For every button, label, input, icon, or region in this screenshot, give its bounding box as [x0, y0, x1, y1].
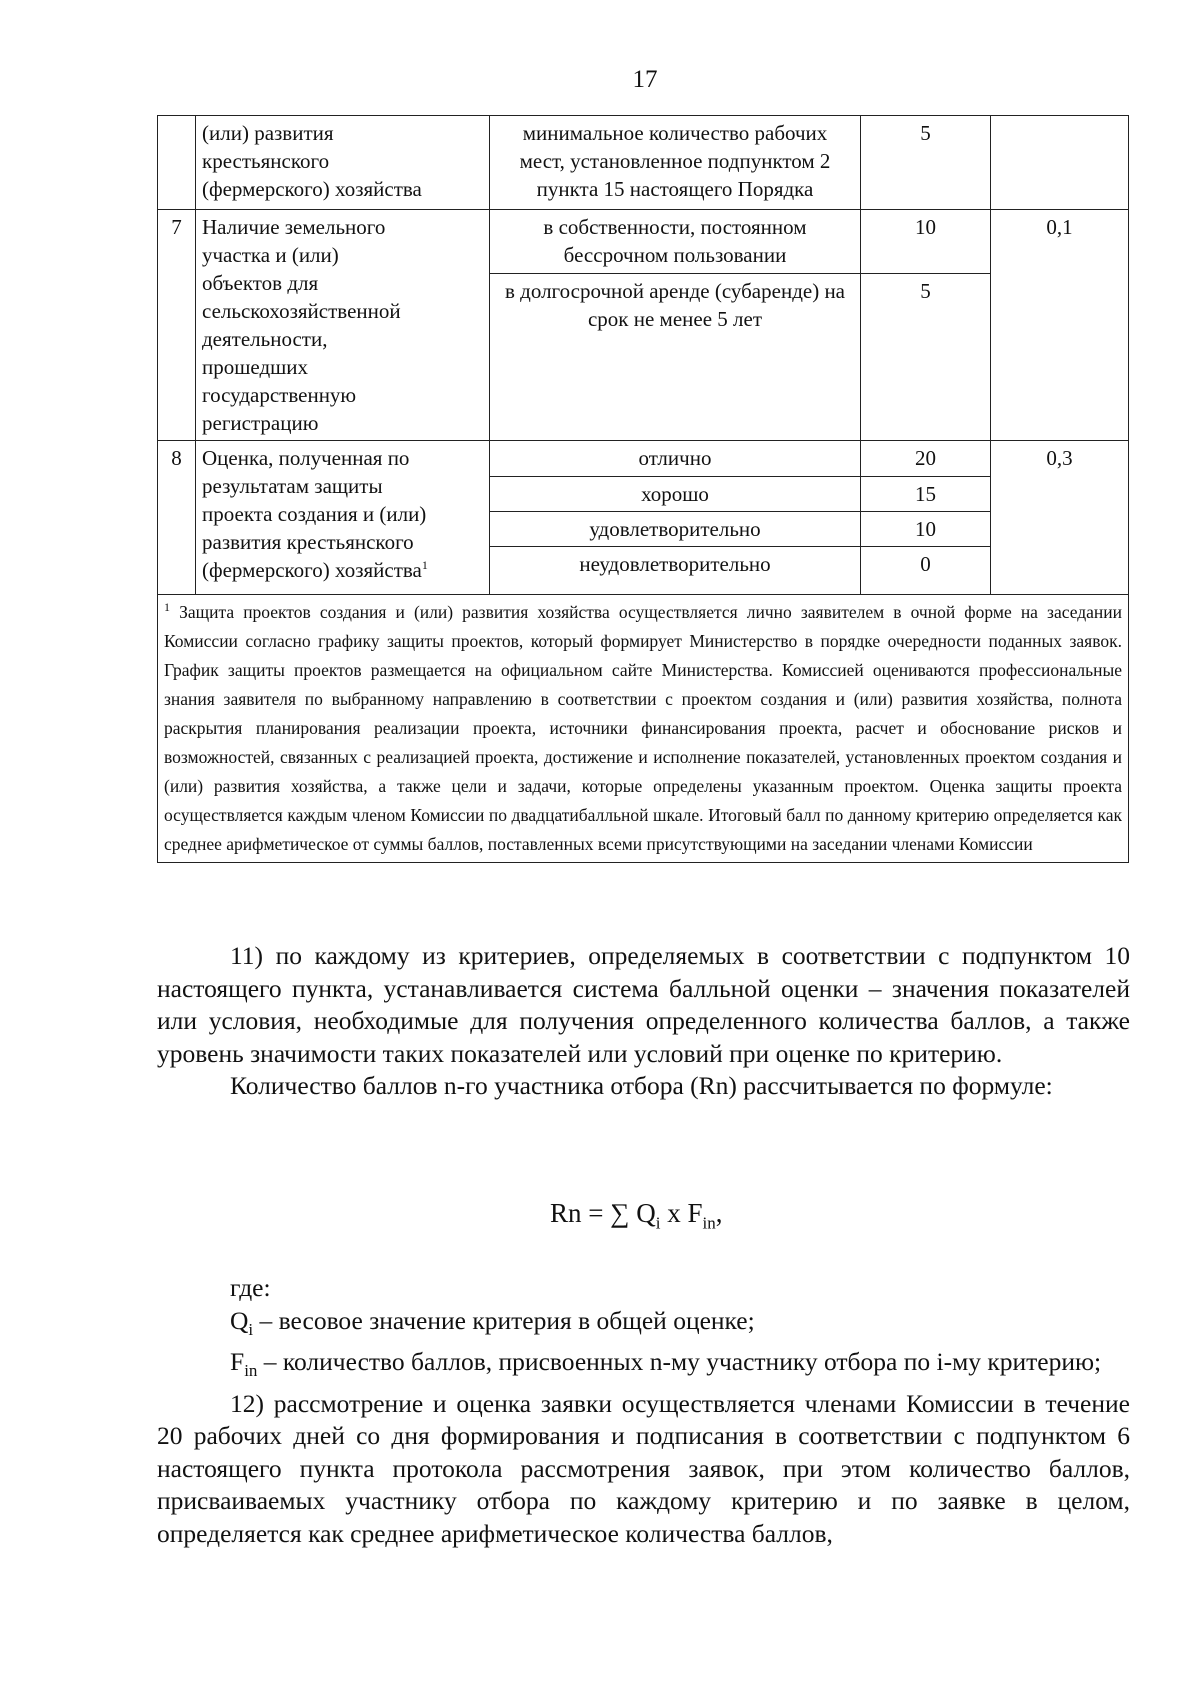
- condition-option: хорошо: [490, 477, 861, 512]
- weight-value: 0,1: [991, 210, 1129, 441]
- score-cell: 5: [861, 116, 991, 210]
- weight-value: 0,3: [991, 441, 1129, 595]
- condition-cell: минимальное количество рабочих мест, установленное подпунктом 2 пункта 15 настоящего Порядка: [490, 116, 861, 210]
- table-row-8: [158, 441, 1129, 477]
- table-row-7: [158, 210, 1129, 274]
- criterion-number: 7: [158, 210, 196, 441]
- table-row-continued: [158, 116, 1129, 210]
- footnote-mark: 1: [421, 558, 428, 572]
- body-text-lower: [157, 1272, 1130, 1550]
- condition-option: неудовлетворительно: [490, 547, 861, 595]
- condition-option: отлично: [490, 441, 861, 477]
- paragraph-12: 12) рассмотрение и оценка заявки осуществляется членами Комиссии в течение 20 рабочих дней со дня формирования и подписания в соответствии с подпунктом 6 настоящего пункта протокола рассмотрения заявок, при этом количество баллов, присваиваемых участнику отбора по каждому критерию и по заявке в целом, определяется как среднее арифметическое количества баллов,: [157, 1388, 1130, 1548]
- score-value: 20: [861, 441, 991, 477]
- score-value: 0: [861, 547, 991, 595]
- where-label: где:: [230, 1273, 271, 1302]
- footnote-text: Защита проектов создания и (или) развития хозяйства осуществляется лично заявителем в очной форме на заседании Комиссии согласно графику защиты проектов, который формирует Министерство в порядке очередности поданных заявок. График защиты проектов размещается на официальном сайте Министерства. Комиссией оцениваются профессиональные знания заявителя по выбранному направлению в соответствии с проектом создания и (или) развития хозяйства, полнота раскрытия планирования реализации проекта, источники финансирования проекта, расчет и обоснование рисков и возможностей, связанных с реализацией проекта, достижение и исполнение показателей, установленных проектом создания и (или) развития хозяйства, а также цели и задачи, которые определены указанным проектом. Оценка защиты проекта осуществляется каждым членом Комиссии по двадцатибалльной шкале. Итоговый балл по данному критерию определяется как среднее арифметическое от суммы баллов, поставленных всеми присутствующими на заседании членами Комиссии: [164, 602, 1123, 854]
- score-value: 10: [861, 210, 991, 274]
- score-formula: Rn = ∑ $Q_i$ x $F_{in}$,: [550, 1198, 723, 1233]
- criterion-name: Оценка, полученная по результатам защиты проекта создания и (или) развития крестьянского (фермерского) хозяйства$^1$: [196, 441, 490, 595]
- score-value: 5: [861, 273, 991, 440]
- score-value: 10: [861, 512, 991, 547]
- condition-option: удовлетворительно: [490, 512, 861, 547]
- score-value: 15: [861, 477, 991, 512]
- condition-option: в долгосрочной аренде (субаренде) на срок не менее 5 лет: [490, 273, 861, 440]
- definition-q: $Q_i$ – весовое значение критерия в общей оценке;: [230, 1305, 755, 1339]
- definition-f: $F_{in}$ – количество баллов, присвоенных n-му участнику отбора по i-му критерию;: [230, 1347, 1102, 1381]
- criterion-number-cell: [158, 116, 196, 210]
- page-number: 17: [632, 66, 658, 93]
- footnote-number: 1: [164, 600, 170, 615]
- footnote: [158, 595, 1129, 863]
- criterion-number: 8: [158, 441, 196, 595]
- criterion-name: Наличие земельного участка и (или) объектов для сельскохозяйственной деятельности, прошедших государственную регистрацию: [196, 210, 490, 441]
- criterion-name-cell: (или) развития крестьянского (фермерского) хозяйства: [196, 116, 490, 210]
- weight-cell: [991, 116, 1129, 210]
- criteria-table: [157, 115, 1129, 863]
- score-intro-paragraph: Количество баллов n-го участника отбора (Rn) рассчитывается по формуле:: [230, 1071, 1053, 1100]
- condition-option: в собственности, постоянном бессрочном пользовании: [490, 210, 861, 274]
- body-text: [157, 940, 1130, 1103]
- paragraph-11: 11) по каждому из критериев, определяемых в соответствии с подпунктом 10 настоящего пункта, устанавливается система балльной оценки – значения показателей или условия, необходимые для получения определенного количества баллов, а также уровень значимости таких показателей или условий при оценке по критерию.: [157, 941, 1130, 1068]
- table-footnote-row: [158, 595, 1129, 863]
